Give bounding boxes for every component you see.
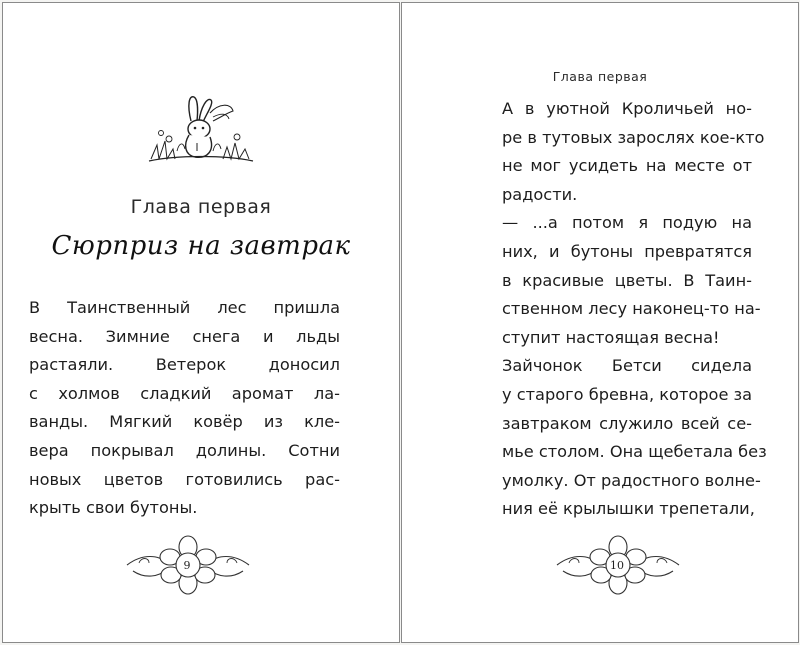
text-line: ственном лесу наконец-то на- bbox=[502, 299, 761, 319]
left-page bbox=[2, 2, 400, 643]
chapter-title: Сюрприз на завтрак bbox=[51, 231, 351, 261]
text-line: А в уютной Кроличьей но- bbox=[502, 99, 752, 118]
text-line: весна. Зимние снега и льды bbox=[29, 326, 340, 346]
text-line: Зайчонок Бетси сидела bbox=[502, 356, 752, 376]
text-line: ния её крылышки трепетали, bbox=[502, 499, 755, 519]
text-line: ступит настоящая весна! bbox=[502, 327, 720, 347]
text-line: не мог усидеть на месте от bbox=[502, 156, 752, 176]
left-page-text bbox=[29, 294, 340, 523]
text-line: радости. bbox=[502, 184, 578, 204]
text-line: крыть свои бутоны. bbox=[29, 498, 198, 518]
text-line: мье столом. Она щебетала без bbox=[502, 442, 767, 462]
right-page-text bbox=[502, 95, 767, 524]
text-line: новых цветов готовились рас- bbox=[29, 469, 340, 489]
text-line: у старого бревна, которое за bbox=[502, 384, 753, 404]
text-line: в красивые цветы. В Таин- bbox=[502, 270, 752, 290]
text-line: завтраком служило всей се- bbox=[502, 413, 752, 433]
text-line: растаяли. Ветерок доносил bbox=[29, 355, 340, 375]
text-line: — ...а потом я подую на bbox=[502, 213, 752, 233]
text-line: вера покрывал долины. Сотни bbox=[29, 440, 340, 460]
running-head: Глава первая bbox=[552, 69, 648, 84]
text-line: них, и бутоны превратятся bbox=[502, 241, 752, 261]
text-line: ре в тутовых зарослях кое-кто bbox=[502, 127, 765, 147]
bunny-illustration-icon bbox=[147, 91, 255, 167]
text-line: с холмов сладкий аромат ла- bbox=[29, 383, 340, 403]
page-number: 9 bbox=[183, 559, 191, 572]
right-page bbox=[401, 2, 799, 643]
text-line: умолку. От радостного волне- bbox=[502, 470, 761, 490]
text-line: ванды. Мягкий ковёр из кле- bbox=[29, 412, 340, 432]
text-line: В Таинственный лес пришла bbox=[29, 298, 340, 317]
chapter-label: Глава первая bbox=[130, 196, 272, 218]
page-number: 10 bbox=[610, 559, 624, 572]
